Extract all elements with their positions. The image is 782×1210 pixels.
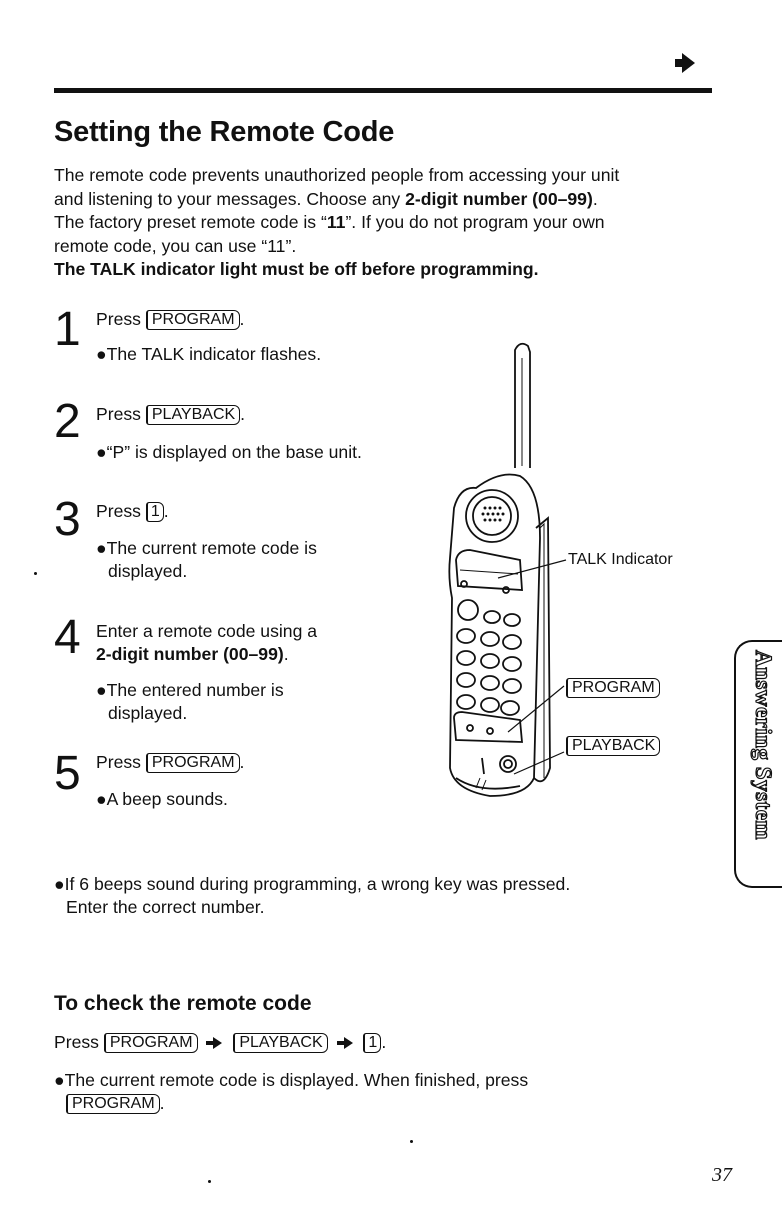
playback-key: PLAYBACK xyxy=(146,405,240,425)
program-key: PROGRAM xyxy=(66,1094,160,1114)
intro-warning: The TALK indicator light must be off before programming. xyxy=(54,259,539,279)
playback-callout xyxy=(566,737,660,757)
step-number: 3 xyxy=(54,493,81,546)
check-note: ●The current remote code is displayed. When finished, press PROGRAM . xyxy=(54,1070,529,1113)
program-key: PROGRAM xyxy=(146,310,240,330)
program-key: PROGRAM xyxy=(566,678,660,698)
step-instruction: Press PROGRAM . xyxy=(96,752,245,772)
section-tab-label: Answering System xyxy=(751,650,776,841)
playback-key: PLAYBACK xyxy=(233,1033,327,1053)
intro-line: The remote code prevents unauthorized people from accessing your unit xyxy=(54,165,620,185)
playback-key: PLAYBACK xyxy=(566,736,660,756)
intro-line: and listening to your messages. Choose any 2-digit number (00–99). xyxy=(54,188,598,209)
program-key: PROGRAM xyxy=(104,1033,198,1053)
step-instruction: Press PROGRAM . xyxy=(96,309,245,329)
error-note: ●If 6 beeps sound during programming, a wrong key was pressed. Enter the correct number. xyxy=(54,874,571,917)
section-tab xyxy=(734,640,782,888)
step-note: ●“P” is displayed on the base unit. xyxy=(96,442,362,462)
print-speck xyxy=(208,1180,211,1183)
intro-paragraph xyxy=(54,164,714,282)
step-note: ●The TALK indicator flashes. xyxy=(96,344,322,364)
step-instruction: Press 1 . xyxy=(96,501,169,521)
program-callout xyxy=(566,679,660,699)
intro-line: The factory preset remote code is “11”. If you do not program your own xyxy=(54,212,605,232)
arrow-right-icon xyxy=(674,52,696,74)
page-title: Setting the Remote Code xyxy=(54,116,395,148)
digit-1-key: 1 xyxy=(146,502,164,522)
intro-line: remote code, you can use “11”. xyxy=(54,235,297,256)
header-rule xyxy=(54,88,712,93)
step-note: ●A beep sounds. xyxy=(96,789,228,809)
step-number: 2 xyxy=(54,395,81,448)
print-speck xyxy=(34,572,37,575)
step-number: 4 xyxy=(54,611,81,664)
talk-indicator-label: TALK Indicator xyxy=(568,551,673,568)
print-speck xyxy=(410,1140,413,1143)
digit-1-key: 1 xyxy=(363,1033,381,1053)
step-number: 1 xyxy=(54,303,81,356)
page-number: 37 xyxy=(712,1164,732,1186)
step-note: ●The entered number is displayed. xyxy=(96,680,284,723)
step-instruction: Enter a remote code using a 2-digit number (00–99). xyxy=(96,621,318,664)
step-instruction: Press PLAYBACK . xyxy=(96,404,246,424)
step-note: ●The current remote code is displayed. xyxy=(96,538,317,581)
check-instruction: Press PROGRAM PLAYBACK 1 . xyxy=(54,1032,387,1052)
section-title: To check the remote code xyxy=(54,992,312,1015)
arrow-right-icon xyxy=(206,1037,224,1049)
step-number: 5 xyxy=(54,747,81,800)
handset-illustration xyxy=(440,338,570,800)
arrow-right-icon xyxy=(337,1037,355,1049)
program-key: PROGRAM xyxy=(146,753,240,773)
